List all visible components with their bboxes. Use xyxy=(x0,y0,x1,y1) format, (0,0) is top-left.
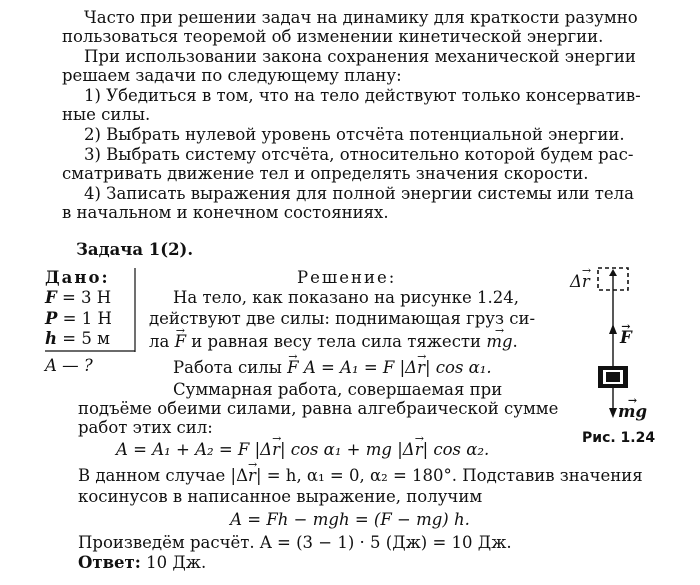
given-header: Дано: xyxy=(45,268,110,287)
given-p: P = 1 Н xyxy=(45,309,112,328)
solution-line-5: Суммарная работа, совершаемая при xyxy=(173,380,503,399)
force-f-arrowhead xyxy=(609,324,617,334)
given-find: A — ? xyxy=(45,356,93,375)
given-f: F = 3 Н xyxy=(45,288,112,307)
solution-line-1: На тело, как показано на рисунке 1.24, xyxy=(173,288,519,307)
solution-line-2: действуют две силы: поднимающая груз си- xyxy=(149,309,536,328)
intro-line-2: пользоваться теоремой об изменении кинетической энергии. xyxy=(62,27,604,46)
figure-mg-label: → mg xyxy=(618,402,647,421)
solution-line-10: Произведём расчёт. A = (3 − 1) · 5 (Дж) = 10 Дж. xyxy=(78,533,512,552)
step-3-line-a: 3) Выбрать систему отсчёта, относительно которой будем рас- xyxy=(84,145,634,164)
solution-line-3: ла → F и равная весу тела сила тяжести → mg. xyxy=(149,332,518,351)
solution-line-8: В данном случае |Δ→ r| = h, α₁ = 0, α₂ = 180°. Подставив значения xyxy=(78,466,643,485)
solution-header: Решение: xyxy=(297,268,397,287)
solution-line-4: Работа силы → F A = A₁ = F |Δ→ r| cos α₁. xyxy=(173,358,492,377)
step-1-line-b: ные силы. xyxy=(62,105,151,124)
figure-dr-label: Δ→ r xyxy=(570,272,590,291)
step-3-line-b: сматривать движение тел и определять значения скорости. xyxy=(62,164,589,183)
vector-mg: → mg xyxy=(486,332,512,351)
solution-line-7: работ этих сил: xyxy=(78,418,213,437)
step-4-line-b: в начальном и конечном состояниях. xyxy=(62,203,389,222)
answer: Ответ: 10 Дж. xyxy=(78,553,207,572)
given-h: h = 5 м xyxy=(45,329,110,348)
figure-caption: Рис. 1.24 xyxy=(582,430,656,446)
step-2: 2) Выбрать нулевой уровень отсчёта потенциальной энергии. xyxy=(84,125,625,144)
vector-f: → F xyxy=(175,332,186,351)
equation-2: A = Fh − mgh = (F − mg) h. xyxy=(230,510,470,529)
step-4-line-a: 4) Записать выражения для полной энергии системы или тела xyxy=(84,184,634,203)
intro-line-4: решаем задачи по следующему плану: xyxy=(62,66,402,85)
intro-line-3: При использовании закона сохранения механической энергии xyxy=(84,47,636,66)
task-title: Задача 1(2). xyxy=(76,240,194,259)
figure-f-label: → F xyxy=(620,328,632,347)
solution-line-9: косинусов в написанное выражение, получим xyxy=(78,487,483,506)
step-1-line-a: 1) Убедиться в том, что на тело действуют только консерватив- xyxy=(84,86,641,105)
displacement-arrowhead xyxy=(609,269,617,276)
solution-line-6: подъёме обеими силами, равна алгебраической сумме xyxy=(78,399,559,418)
equation-1: A = A₁ + A₂ = F |Δ→ r| cos α₁ + mg |Δ→ r| cos α₂. xyxy=(116,440,489,459)
given-block xyxy=(45,268,137,380)
intro-line-1: Часто при решении задач на динамику для краткости разумно xyxy=(84,8,638,27)
force-mg-arrowhead xyxy=(609,408,617,418)
vector-r: → r xyxy=(417,358,425,377)
vector-f-2: → F xyxy=(287,358,298,377)
